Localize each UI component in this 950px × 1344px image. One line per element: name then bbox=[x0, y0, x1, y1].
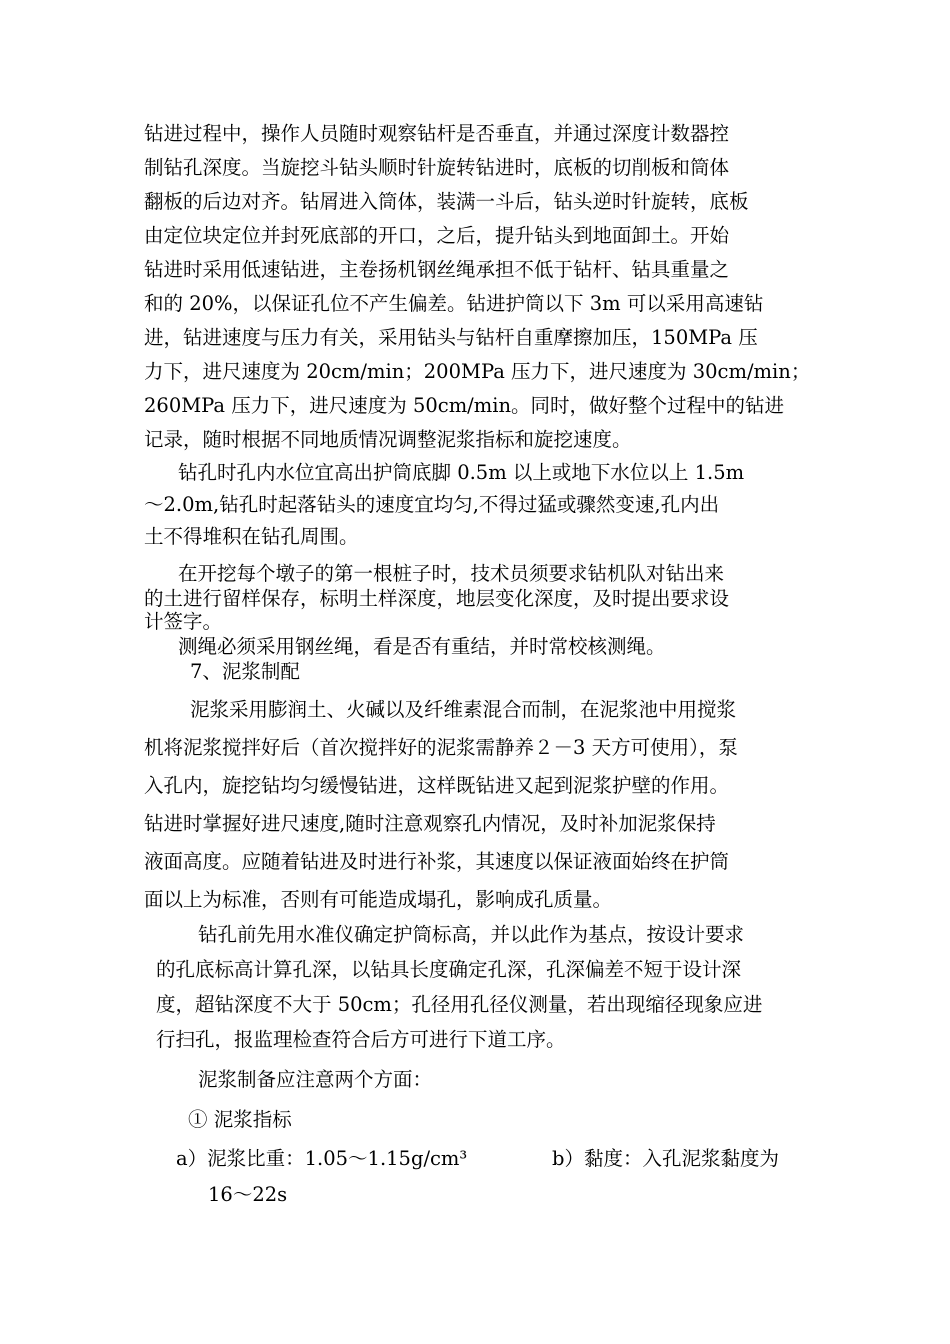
text-line: ～2.0m,钻孔时起落钻头的速度宜均匀,不得过猛或骤然变速,孔内出 bbox=[144, 493, 720, 516]
text-line: 泥浆制备应注意两个方面： bbox=[198, 1068, 433, 1091]
text-line: 计签字。 bbox=[144, 610, 223, 633]
text-line: 和的 20%，以保证孔位不产生偏差。钻进护筒以下 3m 可以采用高速钻 bbox=[144, 292, 764, 315]
text-line: 在开挖每个墩子的第一根桩子时，技术员须要求钻机队对钻出来 bbox=[178, 562, 725, 585]
text-line: 260MPa 压力下，进尺速度为 50cm/min。同时，做好整个过程中的钻进 bbox=[144, 394, 785, 417]
indicator-density: a）泥浆比重：1.05～1.15g/cm³ bbox=[176, 1147, 468, 1170]
text-line: 力下，进尺速度为 20cm/min；200MPa 压力下，进尺速度为 30cm/min； bbox=[144, 360, 811, 383]
text-line: 制钻孔深度。当旋挖斗钻头顺时针旋转钻进时，底板的切削板和筒体 bbox=[144, 156, 730, 179]
text-line: 行扫孔，报监理检查符合后方可进行下道工序。 bbox=[156, 1028, 566, 1051]
text-line: 面以上为标准，否则有可能造成塌孔，影响成孔质量。 bbox=[144, 888, 613, 911]
indicator-viscosity-value: 16～22s bbox=[208, 1183, 288, 1206]
text-line: 记录，随时根据不同地质情况调整泥浆指标和旋挖速度。 bbox=[144, 428, 632, 451]
text-line: 入孔内，旋挖钻均匀缓慢钻进，这样既钻进又起到泥浆护壁的作用。 bbox=[144, 774, 730, 797]
text-line: 翻板的后边对齐。钻屑进入筒体，装满一斗后，钻头逆时针旋转，底板 bbox=[144, 190, 749, 213]
text-line: 钻孔前先用水准仪确定护筒标高，并以此作为基点，按设计要求 bbox=[198, 923, 745, 946]
text-line: 钻进时掌握好进尺速度,随时注意观察孔内情况，及时补加泥浆保持 bbox=[144, 812, 716, 835]
text-line: 钻进过程中，操作人员随时观察钻杆是否垂直，并通过深度计数器控 bbox=[144, 122, 730, 145]
text-line: 测绳必须采用钢丝绳，看是否有重结，并时常校核测绳。 bbox=[178, 635, 666, 658]
sub-heading: ① 泥浆指标 bbox=[188, 1108, 292, 1131]
text-line: 钻进时采用低速钻进，主卷扬机钢丝绳承担不低于钻杆、钻具重量之 bbox=[144, 258, 730, 281]
paragraph-drilling-process bbox=[144, 121, 810, 453]
text-line: 机将泥浆搅拌好后（首次搅拌好的泥浆需静养２－3 天方可使用），泵 bbox=[144, 736, 738, 759]
indicator-viscosity: b）黏度：入孔泥浆黏度为 bbox=[552, 1147, 779, 1170]
text-line: 进，钻进速度与压力有关，采用钻头与钻杆自重摩擦加压，150MPa 压 bbox=[144, 326, 758, 349]
text-line: 由定位块定位并封死底部的开口，之后，提升钻头到地面卸土。开始 bbox=[144, 224, 730, 247]
text-line: 度，超钻深度不大于 50cm；孔径用孔径仪测量，若出现缩径现象应进 bbox=[156, 993, 763, 1016]
text-line: 泥浆采用膨润土、火碱以及纤维素混合而制，在泥浆池中用搅浆 bbox=[190, 698, 737, 721]
text-line: 液面高度。应随着钻进及时进行补浆，其速度以保证液面始终在护筒 bbox=[144, 850, 730, 873]
text-line: 土不得堆积在钻孔周围。 bbox=[144, 525, 359, 548]
section-heading: 7、泥浆制配 bbox=[190, 660, 300, 683]
text-line: 的孔底标高计算孔深，以钻具长度确定孔深，孔深偏差不短于设计深 bbox=[156, 958, 742, 981]
text-line: 的土进行留样保存，标明土样深度，地层变化深度，及时提出要求设 bbox=[144, 587, 730, 610]
text-line: 钻孔时孔内水位宜高出护筒底脚 0.5m 以上或地下水位以上 1.5m bbox=[178, 461, 745, 484]
